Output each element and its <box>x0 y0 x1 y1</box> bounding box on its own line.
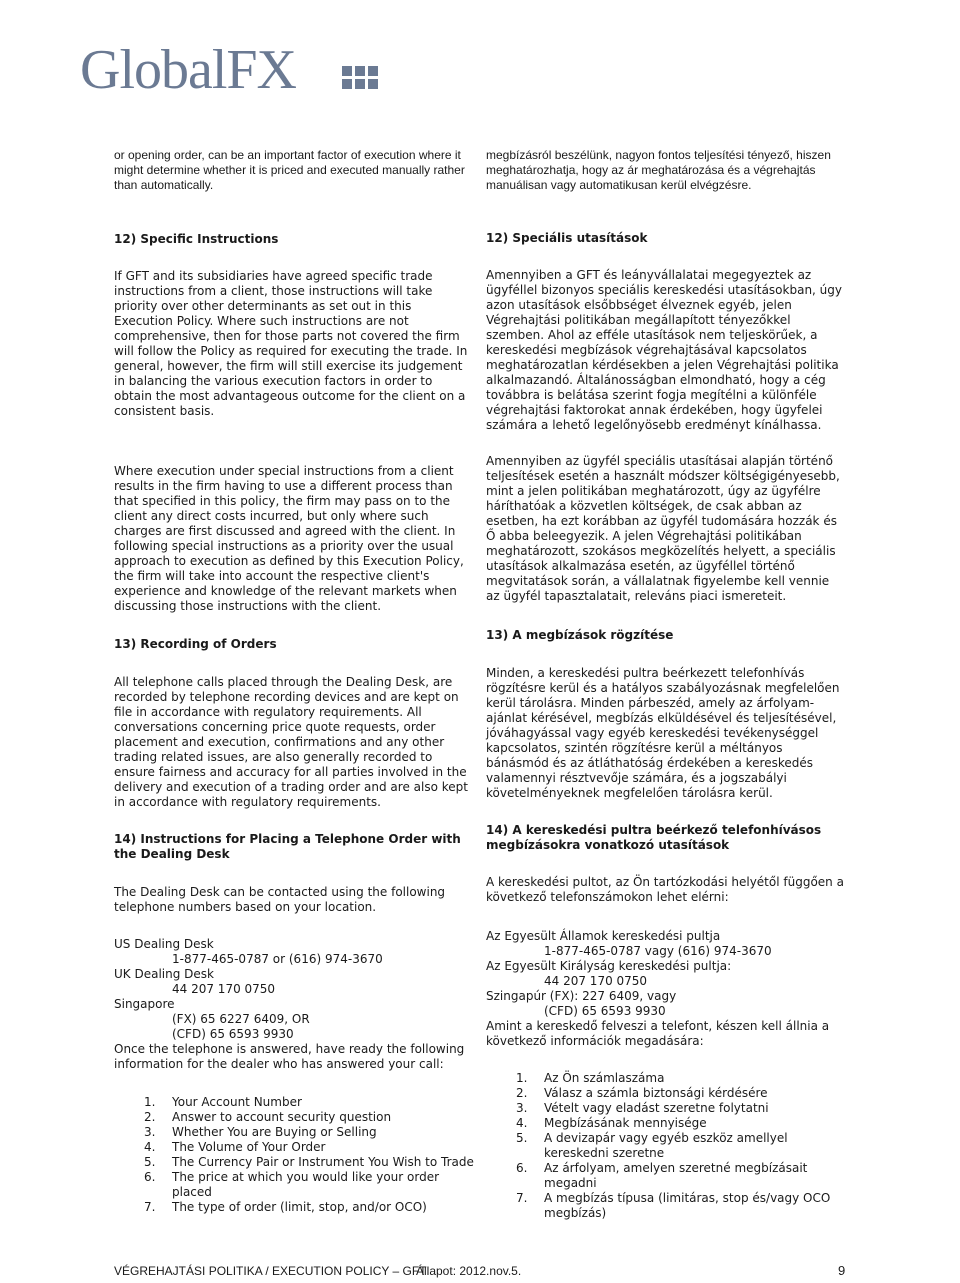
contact-line: 1-877-465-0787 vagy (616) 974-3670 <box>544 944 772 958</box>
section-12-body2-en: Where execution under special instructions from a client results in the firm having to use a different process than that specified in this policy, the firm may pass on to the client any direct costs incurred, but only where such charges are first discussed and agreed with the client. In following special instructions as a priority over the usual approach to execution as defined by this Execution Policy, the firm will take into account the respective client's experience and knowledge of the relevant markets when discussing those instructions with the client. <box>114 464 464 613</box>
section-12-body-hu: Amennyiben a GFT és leányvállalatai megegyeztek az ügyféllel bizonyos speciális kereskedési utasításokban, úgy azon utasítások elsőbbséget élveznek egyéb, jelen Végrehajtási politikában megállapított tényezőkkel szemben. Ahol az efféle utasítások nem teljeskörűek, a kereskedési megbízások végrehajtásával kapcsolatos meghatározatlan kérdésekben a jelen Végrehajtási politika alkalmazandó. Általánosságban elmondható, hogy a cég továbbra is belátása szerint fogja megítélni a különféle végrehajtási faktorokat annak érdekében, hogy ügyfelei számára a lehető legelőnyösebb eredményt kínálhassa. <box>486 268 843 432</box>
list-item-number: 7. <box>516 1191 528 1205</box>
list-item-text: Your Account Number <box>172 1095 302 1109</box>
list-item-number: 2. <box>144 1110 156 1124</box>
section-13-body-hu: Minden, a kereskedési pultra beérkezett telefonhívás rögzítésre kerül és a hatályos szabályozásnak megfelelően kerül tárolásra. Minden párbeszéd, amely az árfolyam-ajánlat kérésével, megbízás elküldésével és teljesítésével, jóváhagyással vagy egyéb kereskedési tevékenységgel kapcsolatos, szintén rögzítésre kerül a méltányos bánásmód és az átláthatóság érdekében a kereskedés valamennyi résztvevője számára, és a jogszabályi követelményeknek megfelelően tárolásra kerül. <box>486 666 840 800</box>
list-item <box>486 1101 846 1116</box>
section-14-body-en: The Dealing Desk can be contacted using the following telephone numbers based on your location. <box>114 885 446 914</box>
list-item <box>114 1110 474 1125</box>
contact-line: Az Egyesült Államok kereskedési pultja <box>486 929 721 943</box>
contact-line: UK Dealing Desk <box>114 967 214 981</box>
list-item-text: The type of order (limit, stop, and/or OCO) <box>172 1200 427 1214</box>
list-item <box>114 1125 474 1140</box>
list-item-number: 4. <box>516 1116 528 1130</box>
contact-line: (CFD) 65 6593 9930 <box>544 1004 666 1018</box>
order-info-list-hu <box>486 1071 846 1221</box>
section-12-title-hu: 12) Speciális utasítások <box>486 231 648 245</box>
list-item-number: 3. <box>516 1101 528 1115</box>
contacts-en <box>114 937 474 1072</box>
list-item-number: 4. <box>144 1140 156 1154</box>
list-item-number: 1. <box>516 1071 528 1085</box>
contact-line: 44 207 170 0750 <box>172 982 276 996</box>
globalfx-logo <box>80 40 296 100</box>
list-item-number: 2. <box>516 1086 528 1100</box>
footer-status-date: Állapot: 2012.nov.5. <box>416 1264 522 1278</box>
contact-line: 44 207 170 0750 <box>544 974 648 988</box>
list-item-text: Az Ön számlaszáma <box>544 1071 665 1085</box>
section-13-title-hu: 13) A megbízások rögzítése <box>486 628 674 642</box>
contact-line: Amint a kereskedő felveszi a telefont, készen kell állnia a következő információk megadására: <box>486 1019 830 1048</box>
list-item <box>486 1191 846 1221</box>
list-item-text: Whether You are Buying or Selling <box>172 1125 377 1139</box>
list-item-text: A megbízás típusa (limitáras, stop és/vagy OCO megbízás) <box>544 1191 831 1220</box>
list-item-text: The Volume of Your Order <box>172 1140 326 1154</box>
list-item <box>114 1200 474 1215</box>
footer-document-title: VÉGREHAJTÁSI POLITIKA / EXECUTION POLICY – GFT <box>114 1264 427 1278</box>
list-item-number: 7. <box>144 1200 156 1214</box>
section-12-body-en: If GFT and its subsidiaries have agreed specific trade instructions from a client, those instructions will take priority over other determinants as set out in this Execution Policy. Where such instructions are not comprehensive, then for those parts not covered the firm will follow the Policy as required for executing the trade. In general, however, the firm will still exercise its judgement in balancing the various execution factors in order to obtain the most advantageous outcome for the client on a consistent basis. <box>114 269 468 418</box>
section-14-title-en: 14) Instructions for Placing a Telephone Order with the Dealing Desk <box>114 832 461 861</box>
list-item <box>486 1116 846 1131</box>
logo-text: GlobalFX <box>80 39 296 101</box>
contact-line: US Dealing Desk <box>114 937 214 951</box>
list-item-text: Az árfolyam, amelyen szeretné megbízásait megadni <box>544 1161 808 1190</box>
list-item <box>486 1131 846 1161</box>
list-item-text: A devizapár vagy egyéb eszköz amellyel kereskedni szeretne <box>544 1131 788 1160</box>
list-item-number: 5. <box>516 1131 528 1145</box>
list-item-text: The price at which you would like your order placed <box>172 1170 440 1199</box>
list-item-text: The Currency Pair or Instrument You Wish to Trade <box>172 1155 474 1169</box>
section-14-body-hu: A kereskedési pultot, az Ön tartózkodási helyétől függően a következő telefonszámokon lehet elérni: <box>486 875 844 904</box>
list-item-number: 6. <box>516 1161 528 1175</box>
section-12-title-en: 12) Specific Instructions <box>114 232 279 246</box>
list-item-number: 1. <box>144 1095 156 1109</box>
list-item <box>486 1086 846 1101</box>
list-item <box>486 1071 846 1086</box>
page-footer <box>114 1264 854 1279</box>
list-item-number: 6. <box>144 1170 156 1184</box>
contacts-hu <box>486 929 846 1049</box>
contact-line: Singapore <box>114 997 175 1011</box>
list-item <box>114 1155 474 1170</box>
logo-squares-icon <box>342 66 382 90</box>
intro-paragraph-hu: megbízásról beszélünk, nagyon fontos teljesítési tényező, hiszen meghatározhatja, hogy az ár meghatározása és a végrehajtás manuálisan vagy automatikusan kerül elvégzésre. <box>486 148 831 192</box>
list-item <box>114 1095 474 1110</box>
list-item-text: Answer to account security question <box>172 1110 392 1124</box>
contact-line: (FX) 65 6227 6409, OR <box>172 1012 310 1026</box>
list-item-text: Megbízásának mennyisége <box>544 1116 707 1130</box>
list-item <box>114 1140 474 1155</box>
list-item-number: 5. <box>144 1155 156 1169</box>
contact-line: Szingapúr (FX): 227 6409, vagy <box>486 989 677 1003</box>
intro-paragraph-en: or opening order, can be an important factor of execution where it might determine whether it is priced and executed manually rather than automatically. <box>114 148 465 192</box>
list-item-text: Vételt vagy eladást szeretne folytatni <box>544 1101 769 1115</box>
order-info-list-en <box>114 1095 474 1215</box>
list-item <box>114 1170 474 1200</box>
list-item-text: Válasz a számla biztonsági kérdésére <box>544 1086 768 1100</box>
section-13-title-en: 13) Recording of Orders <box>114 637 277 651</box>
list-item <box>486 1161 846 1191</box>
contact-line: (CFD) 65 6593 9930 <box>172 1027 294 1041</box>
list-item-number: 3. <box>144 1125 156 1139</box>
section-12-body2-hu: Amennyiben az ügyfél speciális utasításai alapján történő teljesítések esetén a használt módszer költségigényesebb, mint a jelen politikában meghatározott, úgy az ügyfélre háríthatóak a közvetlen költségek, de csak abban az esetben, ha ezt korábban az ügyfél tudomására hozzák és Ő abba beleegyezik. A jelen Végrehajtási politikában meghatározott, szokásos megközelítés helyett, a speciális utasítások alkalmazása esetén, az ügyféllel történő megvitatások során, a vállalatnak figyelembe kell vennie az ügyfél tapasztalatait, releváns piaci ismereteit. <box>486 454 840 603</box>
contact-line: Az Egyesült Királyság kereskedési pultja: <box>486 959 732 973</box>
section-14-title-hu: 14) A kereskedési pultra beérkező telefonhívásos megbízásokra vonatkozó utasítások <box>486 823 822 852</box>
contact-line: Once the telephone is answered, have ready the following information for the dealer who has answered your call: <box>114 1042 465 1071</box>
contact-line: 1-877-465-0787 or (616) 974-3670 <box>172 952 383 966</box>
section-13-body-en: All telephone calls placed through the Dealing Desk, are recorded by telephone recording devices and are kept on file in accordance with regulatory requirements. All conversations concerning price quote requests, order placement and execution, confirmations and any other trading related issues, are also generally recorded to ensure fairness and accuracy for all parties involved in the delivery and execution of a trading order and are also kept in accordance with regulatory requirements. <box>114 675 468 809</box>
page-number: 9 <box>838 1263 846 1278</box>
